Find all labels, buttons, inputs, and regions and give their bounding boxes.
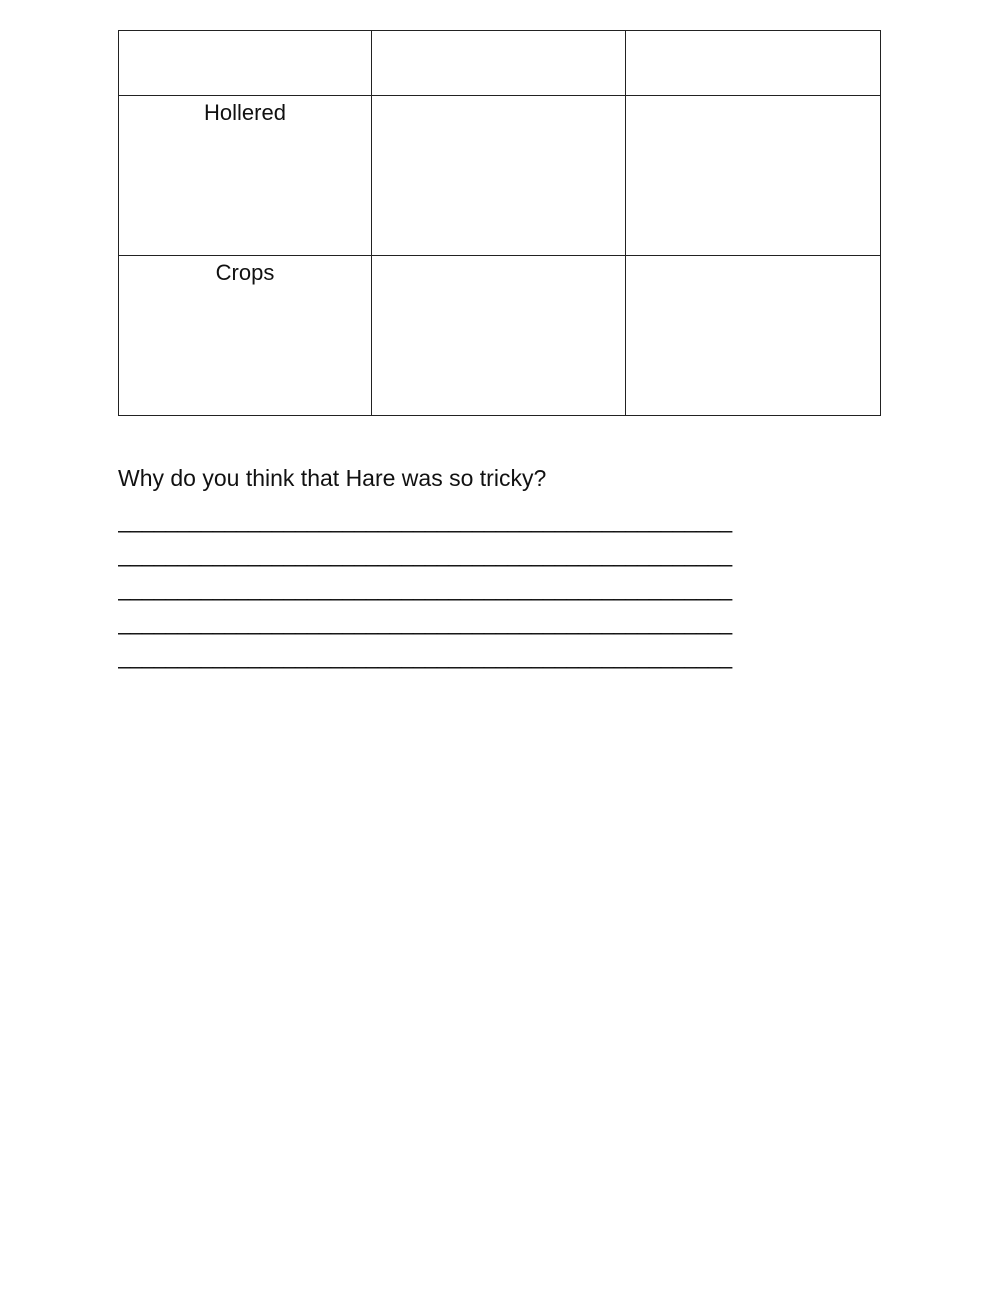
- answer-cell[interactable]: [626, 96, 881, 256]
- word-cell: [119, 96, 372, 256]
- answer-line[interactable]: ____________________________________________________: [118, 507, 732, 533]
- answer-line[interactable]: ____________________________________________________: [118, 609, 732, 635]
- answer-cell[interactable]: [372, 256, 626, 416]
- header-cell-2: [372, 31, 626, 96]
- answer-lines: [118, 503, 870, 673]
- header-cell-1: [119, 31, 372, 96]
- answer-cell[interactable]: [626, 256, 881, 416]
- word-cell: [119, 256, 372, 416]
- answer-line[interactable]: ____________________________________________________: [118, 575, 732, 601]
- answer-line[interactable]: ____________________________________________________: [118, 643, 732, 669]
- question-text: Why do you think that Hare was so tricky?: [118, 465, 547, 491]
- table-row: [119, 96, 881, 256]
- table-row: [119, 256, 881, 416]
- answer-line[interactable]: ____________________________________________________: [118, 541, 732, 567]
- answer-cell[interactable]: [372, 96, 626, 256]
- header-cell-3: [626, 31, 881, 96]
- word-label: Hollered: [204, 100, 286, 125]
- word-label: Crops: [215, 260, 275, 285]
- table-header-row: [119, 31, 881, 96]
- vocabulary-table: [118, 30, 881, 416]
